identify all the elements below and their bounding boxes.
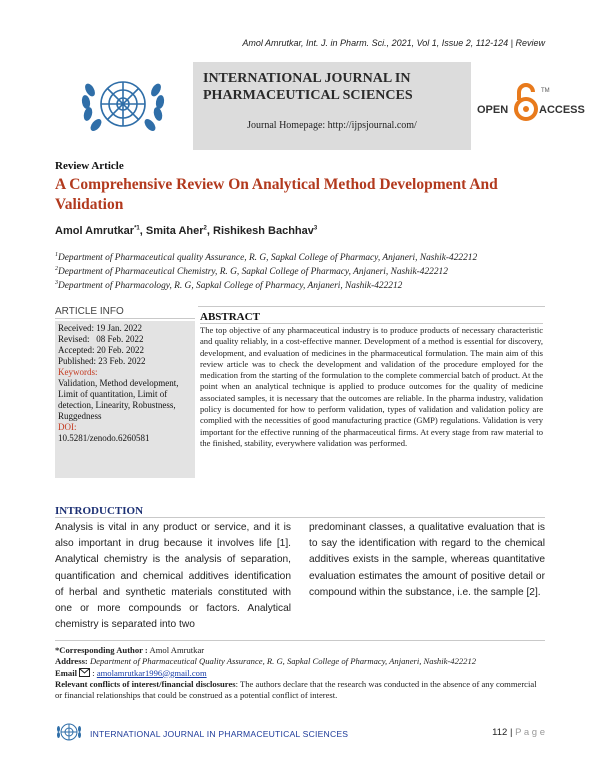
author-name: Amol Amrutkar: [55, 225, 135, 237]
open-access-logo: [475, 68, 595, 138]
author-list: Amol Amrutkar$^{*1}$, Smita Aher$^2$, Rishikesh Bachhav$^3$: [55, 225, 318, 237]
email-link[interactable]: amolamrutkar1996@gmail.com: [96, 667, 207, 678]
author-sup: 2: [203, 225, 207, 232]
globe-wreath-icon: [68, 70, 178, 142]
author-sup: 3: [313, 225, 318, 232]
corresponding-author-footnote: [55, 640, 545, 701]
affiliation-sup: 1: [55, 252, 58, 258]
open-access-tm: TM: [541, 88, 550, 94]
article-type: Review Article: [55, 160, 124, 172]
affiliation-text: Department of Pharmacology, R. G, Sapkal College of Pharmacy, Anjaneri, Nashik-422212: [58, 281, 403, 292]
running-head: Amol Amrutkar, Int. J. in Pharm. Sci., 2021, Vol 1, Issue 2, 112-124 | Review: [242, 38, 545, 48]
published-date: Published: 23 Feb. 2022: [58, 356, 146, 366]
keywords-label: Keywords:: [58, 367, 98, 377]
page-number: 112 | P a g e: [492, 727, 545, 738]
journal-title-box: [193, 62, 471, 150]
open-access-right-text: ACCESS: [539, 104, 585, 116]
affiliation-text: Department of Pharmaceutical quality Assurance, R. G, Sapkal College of Pharmacy, Anjaneri, Nashik-422212: [58, 253, 478, 264]
doi-label: DOI:: [58, 422, 77, 432]
introduction-right-column: predominant classes, a qualitative evaluation that is to say the identification with regard to the chemical additives exists in the sample, whereas quantitative evaluation estimates the amount of positive detail or compound within the substance, i.e. the sample [2].: [309, 522, 545, 598]
journal-logo: [55, 62, 190, 150]
journal-title-line2: PHARMACEUTICAL SCIENCES: [203, 88, 413, 103]
affiliation: [55, 252, 477, 263]
journal-title-line1: INTERNATIONAL JOURNAL IN: [203, 71, 411, 86]
accepted-date: Accepted: 20 Feb. 2022: [58, 345, 144, 355]
corresponding-author-name: Amol Amrutkar: [149, 645, 205, 655]
author-name: Smita Aher: [145, 225, 204, 237]
article-info-box: [55, 321, 195, 478]
journal-header: [55, 62, 585, 150]
article-title: A Comprehensive Review On Analytical Method Development And Validation: [55, 176, 498, 213]
received-date: Received: 19 Jan. 2022: [58, 323, 142, 333]
affiliation-sup: 2: [55, 266, 58, 272]
open-lock-icon: [513, 82, 539, 122]
address-label: Address:: [55, 656, 88, 667]
abstract-heading: ABSTRACT: [200, 311, 543, 324]
email-line: Email : amolamrutkar1996@gmail.com: [55, 667, 207, 678]
article-info-heading: ARTICLE INFO: [55, 306, 195, 319]
affiliation: [55, 266, 448, 277]
keywords: Validation, Method development, Limit of quantitation, Limit of detection, Linearity, Robustness, Ruggedness: [58, 378, 179, 421]
corresponding-author-line: [55, 645, 545, 656]
address-text: Department of Pharmaceutical Quality Assurance, R. G, Sapkal College of Pharmacy, Anjaneri, Nashik-422212: [89, 656, 477, 667]
affiliation: [55, 280, 402, 291]
footer-globe-icon: [55, 720, 83, 744]
mail-icon: [79, 668, 90, 677]
conflict-label: Relevant conflicts of interest/financial disclosures: [55, 678, 236, 689]
affiliation-sup: 3: [55, 280, 58, 286]
corresponding-author-label: *Corresponding Author :: [55, 645, 148, 655]
conflict-line: [55, 679, 545, 702]
page-footer: [55, 712, 545, 752]
abstract-text: The top objective of any pharmaceutical industry is to produce products of necessary characteristic and quality reliably, in a cost-effective manner. Development of a method is essential for discovery, development, and evaluation of medicines in the pharmaceutical formulation. The main aim of this review article was to check the development and validation of the procedure employed for the medication from the starting of the formulation to the complete commercial batch of product. At the point when an analytical technique is applied to produce outcomes for the quality of medicine associated samples, it is necessary that the outcomes are reliable. In the pharma industry, validation policy is documented for how to perform validation, types of validation and validation policy are complied with the necessities of good manufacturing practice (GMP) regulations. Validation is very important for the effective running of the pharmaceutical firms. At every stage from raw material to the finished, stability, everywhere validation was performed.: [200, 325, 543, 448]
footer-journal-name: INTERNATIONAL JOURNAL IN PHARMACEUTICAL SCIENCES: [90, 729, 349, 739]
author-name: Rishikesh Bachhav: [213, 225, 314, 237]
author-sup: *1: [134, 225, 140, 232]
introduction-heading: INTRODUCTION: [55, 505, 545, 518]
revised-date: Revised: 08 Feb. 2022: [58, 334, 144, 344]
affiliation-text: Department of Pharmaceutical Chemistry, R. G, Sapkal College of Pharmacy, Anjaneri, Nashik-422212: [58, 267, 448, 278]
doi-value[interactable]: 10.5281/zenodo.6260581: [58, 433, 150, 443]
journal-homepage[interactable]: Journal Homepage: http://ijpsjournal.com/: [247, 120, 417, 131]
address-line: [55, 656, 545, 667]
introduction-left-column: Analysis is vital in any product or service, and it is also important in drug because it involves life [1]. Analytical chemistry is the analysis of separation, quantification and chemical additives identification of herbal and synthetic materials constituted with one or more compounds or factors. Analytical chemistry is separated into two: [55, 522, 291, 631]
email-label: Email: [55, 667, 77, 678]
abstract-section: [198, 306, 545, 478]
conflict-text: : The authors declare that the research was conducted in the absence of any commercial or financial relationships that could be construed as a potential conflict of interest.: [55, 678, 537, 701]
open-access-left-text: OPEN: [477, 104, 509, 116]
page-number-value: 112: [492, 727, 508, 738]
page-word: P a g e: [515, 727, 545, 738]
